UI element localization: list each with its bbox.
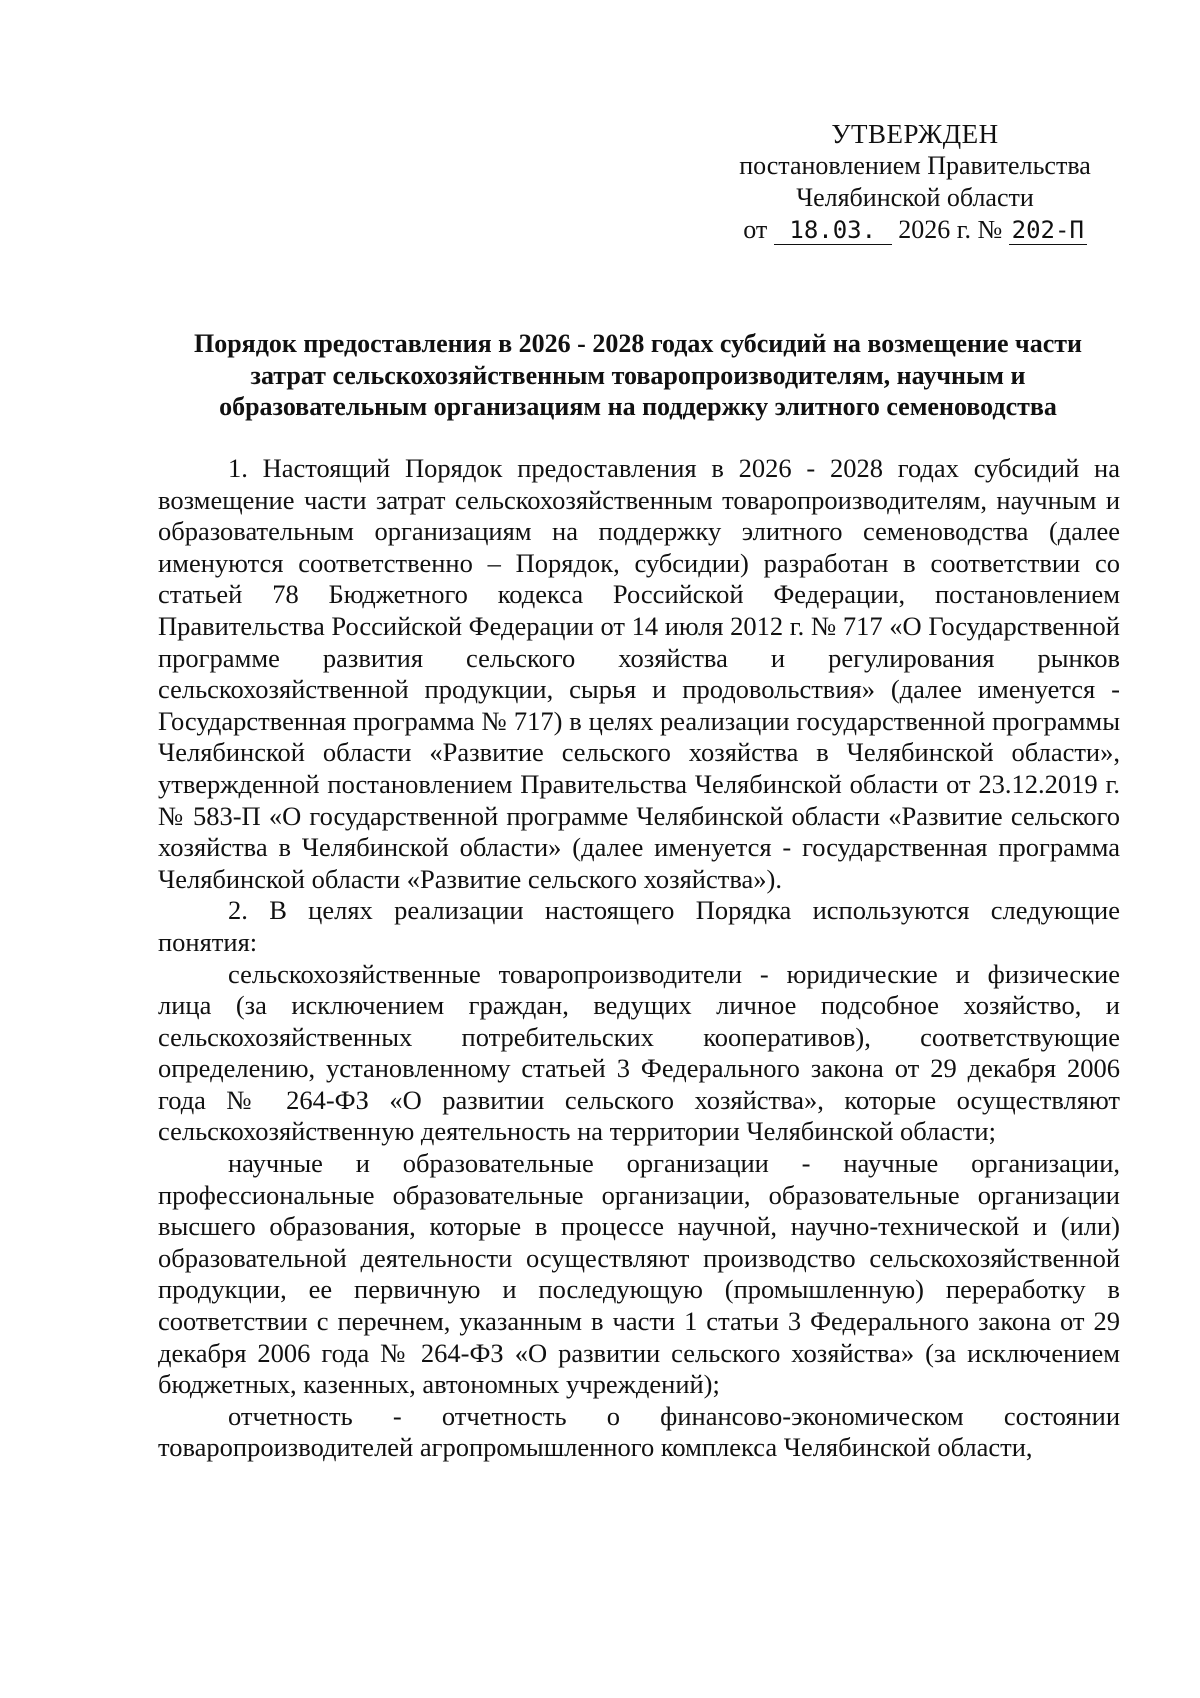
paragraph-2: 2. В целях реализации настоящего Порядка используются следующие понятия: xyxy=(158,895,1120,957)
approval-year: 2026 г. № xyxy=(898,215,1003,244)
approval-date: 18.03. xyxy=(774,216,892,245)
definition-organizations: научные и образовательные организации - научные организации, профессиональные образовательные организации, образовательные организации высшего образования, которые в процессе научной, научно-технической и (или) образовательной деятельности осуществляют производство сельскохозяйственной продукции, ее первичную и последующую (промышленную) переработку в соответствии с перечнем, указанным в части 1 статьи 3 Федерального закона от 29 декабря 2006 года № 264-ФЗ «О развитии сельского хозяйства» (за исключением бюджетных, казенных, автономных учреждений); xyxy=(158,1148,1120,1400)
approval-stamp xyxy=(700,118,1130,246)
approval-region: Челябинской области xyxy=(796,183,1034,212)
document-title-line: Порядок предоставления в 2026 - 2028 годах субсидий на возмещение части xyxy=(193,329,1083,358)
paragraph-1: 1. Настоящий Порядок предоставления в 2026 - 2028 годах субсидий на возмещение части затрат сельскохозяйственным товаропроизводителям, научным и образовательным организациям на поддержку элитного семеноводства (далее именуются соответственно – Порядок, субсидии) разработан в соответствии со статьей 78 Бюджетного кодекса Российской Федерации, постановлением Правительства Российской Федерации от 14 июля 2012 г. № 717 «О Государственной программе развития сельского хозяйства и регулирования рынков сельскохозяйственной продукции, сырья и продовольствия» (далее именуется - Государственная программа № 717) в целях реализации государственной программы Челябинской области «Развитие сельского хозяйства в Челябинской области», утвержденной постановлением Правительства Челябинской области от 23.12.2019 г. № 583-П «О государственной программе Челябинской области «Развитие сельского хозяйства в Челябинской области» (далее именуется - государственная программа Челябинской области «Развитие сельского хозяйства»). xyxy=(158,453,1120,894)
approval-number: 202-П xyxy=(1009,216,1087,245)
approval-title: УТВЕРЖДЕН xyxy=(831,119,999,149)
document-body xyxy=(158,453,1120,1464)
approval-authority: постановлением Правительства xyxy=(739,151,1091,180)
definition-producers: сельскохозяйственные товаропроизводители - юридические и физические лица (за исключением граждан, ведущих личное подсобное хозяйство, и сельскохозяйственных потребительских кооперативов), соответствующие определению, установленному статьей 3 Федерального закона от 29 декабря 2006 года № 264-ФЗ «О развитии сельского хозяйства», которые осуществляют сельскохозяйственную деятельность на территории Челябинской области; xyxy=(158,958,1120,1147)
document-title-line: образовательным организациям на поддержку элитного семеноводства xyxy=(219,392,1057,421)
approval-date-prefix: от xyxy=(743,215,768,244)
document-title-line: затрат сельскохозяйственным товаропроизводителям, научным и xyxy=(250,360,1026,390)
approval-date-line xyxy=(700,214,1130,246)
definition-reporting: отчетность - отчетность о финансово-экономическом состоянии товаропроизводителей агропромышленного комплекса Челябинской области, xyxy=(158,1400,1120,1463)
document-title xyxy=(158,328,1118,423)
